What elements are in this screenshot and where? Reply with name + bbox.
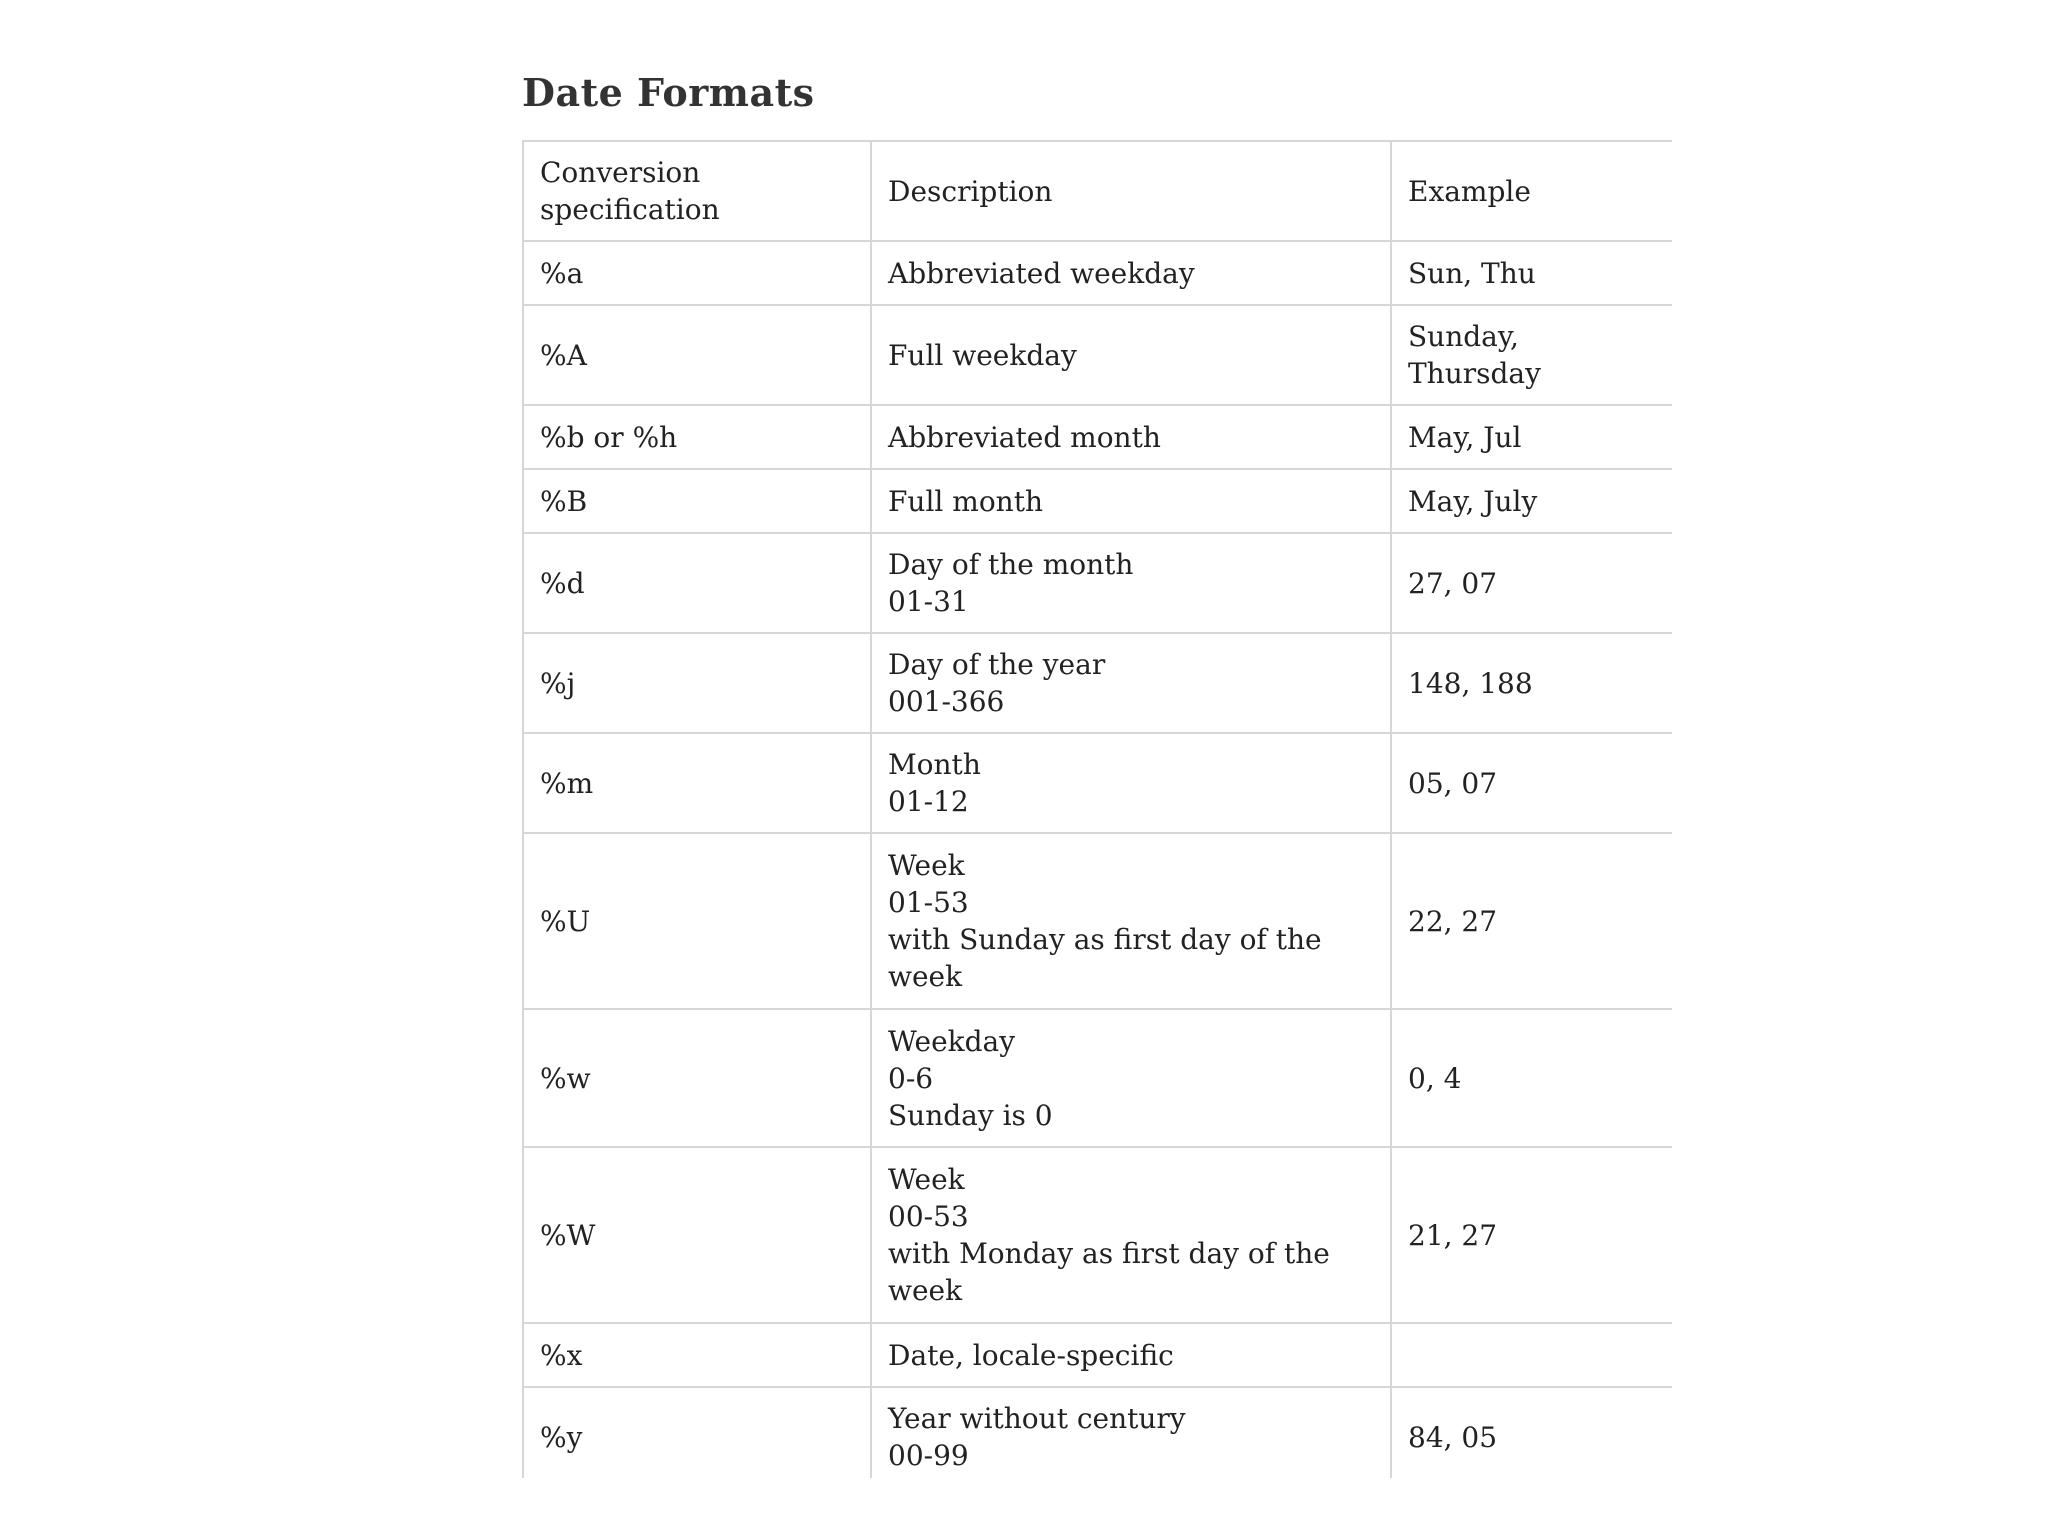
header-example xyxy=(1391,141,1672,241)
description-cell xyxy=(871,633,1391,733)
example-cell-line: May, Jul xyxy=(1408,420,1522,454)
description-cell-line: 01-12 xyxy=(888,785,969,818)
spec-cell-line: %y xyxy=(540,1420,583,1454)
spec-cell xyxy=(523,1009,871,1147)
example-cell-line: 05, 07 xyxy=(1408,766,1498,800)
table-row xyxy=(523,1147,1672,1323)
description-cell-line: 00-99 xyxy=(888,1439,969,1472)
spec-cell-line: %b or %h xyxy=(540,420,678,454)
example-cell xyxy=(1391,405,1672,469)
description-cell xyxy=(871,1147,1391,1323)
description-cell-line: 01-53 xyxy=(888,886,969,919)
description-cell-line: Week xyxy=(888,849,965,882)
description-cell-line: 0-6 xyxy=(888,1061,934,1095)
example-cell-line: 148, 188 xyxy=(1408,666,1533,700)
table-row xyxy=(523,1387,1672,1478)
example-cell-line: Sun, Thu xyxy=(1408,256,1536,290)
header-description-line: Description xyxy=(888,174,1053,208)
table-row xyxy=(523,469,1672,533)
spec-cell-line: %A xyxy=(540,338,587,372)
description-cell-line: Day of the year xyxy=(888,648,1106,681)
description-cell xyxy=(871,405,1391,469)
description-cell xyxy=(871,1387,1391,1478)
spec-cell xyxy=(523,633,871,733)
example-cell xyxy=(1391,305,1672,405)
spec-cell xyxy=(523,733,871,833)
example-cell-line: Sunday, xyxy=(1408,320,1519,353)
description-cell xyxy=(871,469,1391,533)
example-cell-line: 0, 4 xyxy=(1408,1061,1462,1095)
header-conversion-specification xyxy=(523,141,871,241)
description-cell-line: Abbreviated weekday xyxy=(888,256,1195,290)
example-cell xyxy=(1391,1147,1672,1323)
description-cell xyxy=(871,733,1391,833)
example-cell-line: 21, 27 xyxy=(1408,1218,1498,1252)
example-cell xyxy=(1391,1009,1672,1147)
example-cell xyxy=(1391,833,1672,1009)
example-cell-line: 84, 05 xyxy=(1408,1420,1498,1454)
table-row xyxy=(523,833,1672,1009)
header-conversion-specification-line: specification xyxy=(540,193,720,226)
spec-cell-line: %U xyxy=(540,904,591,938)
table-row xyxy=(523,1323,1672,1387)
spec-cell-line: %j xyxy=(540,666,576,700)
example-cell xyxy=(1391,733,1672,833)
example-cell-line: Thursday xyxy=(1408,357,1541,390)
example-cell xyxy=(1391,533,1672,633)
document-page xyxy=(522,70,1672,1478)
description-cell-line: week xyxy=(888,1274,963,1307)
description-cell-line: Weekday xyxy=(888,1024,1016,1058)
spec-cell xyxy=(523,1323,871,1387)
description-cell-line: Week xyxy=(888,1163,965,1196)
description-cell-line: Full month xyxy=(888,484,1043,518)
table-row xyxy=(523,533,1672,633)
table-header-row xyxy=(523,141,1672,241)
description-cell-line: 01-31 xyxy=(888,585,969,618)
header-conversion-specification-line: Conversion xyxy=(540,156,701,189)
example-cell-line: May, July xyxy=(1408,484,1538,518)
table-row xyxy=(523,305,1672,405)
spec-cell-line: %B xyxy=(540,484,588,518)
spec-cell xyxy=(523,833,871,1009)
spec-cell xyxy=(523,241,871,305)
description-cell-line: Month xyxy=(888,748,981,781)
description-cell xyxy=(871,241,1391,305)
description-cell-line: with Monday as first day of the xyxy=(888,1237,1330,1270)
header-description xyxy=(871,141,1391,241)
description-cell xyxy=(871,1009,1391,1147)
description-cell-line: Day of the month xyxy=(888,548,1134,581)
spec-cell-line: %w xyxy=(540,1061,591,1095)
header-example-line: Example xyxy=(1408,174,1531,208)
page-title: Date Formats xyxy=(522,70,815,115)
spec-cell xyxy=(523,1387,871,1478)
table-row xyxy=(523,1009,1672,1147)
description-cell-line: Sunday is 0 xyxy=(888,1098,1053,1132)
description-cell-line: with Sunday as first day of the xyxy=(888,923,1322,956)
spec-cell-line: %a xyxy=(540,256,584,290)
description-cell xyxy=(871,833,1391,1009)
spec-cell-line: %x xyxy=(540,1338,583,1372)
description-cell xyxy=(871,1323,1391,1387)
description-cell-line: 00-53 xyxy=(888,1200,969,1233)
example-cell xyxy=(1391,241,1672,305)
example-cell-line: 22, 27 xyxy=(1408,904,1498,938)
table-row xyxy=(523,405,1672,469)
example-cell-line: 27, 07 xyxy=(1408,566,1498,600)
example-cell xyxy=(1391,1323,1672,1387)
date-formats-table xyxy=(522,140,1672,1478)
example-cell xyxy=(1391,633,1672,733)
description-cell xyxy=(871,533,1391,633)
description-cell-line: 001-366 xyxy=(888,685,1005,718)
spec-cell xyxy=(523,405,871,469)
spec-cell-line: %m xyxy=(540,766,594,800)
spec-cell xyxy=(523,305,871,405)
description-cell xyxy=(871,305,1391,405)
description-cell-line: Date, locale-specific xyxy=(888,1338,1174,1372)
example-cell xyxy=(1391,1387,1672,1478)
spec-cell-line: %d xyxy=(540,566,585,600)
table-row xyxy=(523,633,1672,733)
spec-cell xyxy=(523,533,871,633)
table-viewport[interactable] xyxy=(522,140,1672,1478)
description-cell-line: Year without century xyxy=(888,1402,1186,1435)
description-cell-line: Abbreviated month xyxy=(888,420,1161,454)
description-cell-line: week xyxy=(888,960,963,993)
table-row xyxy=(523,241,1672,305)
spec-cell xyxy=(523,1147,871,1323)
description-cell-line: Full weekday xyxy=(888,338,1077,372)
table-row xyxy=(523,733,1672,833)
spec-cell xyxy=(523,469,871,533)
example-cell xyxy=(1391,469,1672,533)
spec-cell-line: %W xyxy=(540,1218,596,1252)
